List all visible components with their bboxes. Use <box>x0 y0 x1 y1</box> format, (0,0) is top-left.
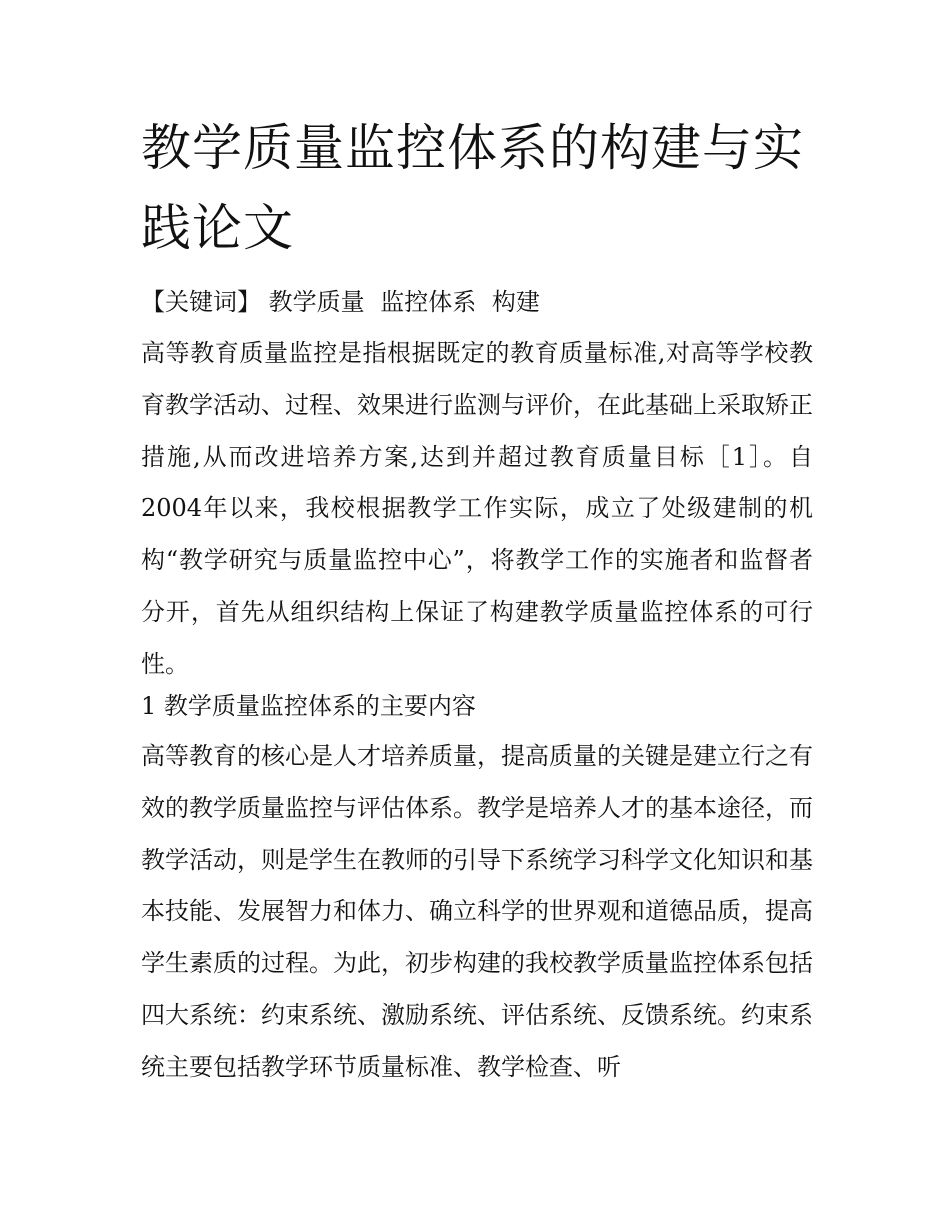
keyword-term: 构建 <box>491 288 540 316</box>
section-heading: 1 教学质量监控体系的主要内容 <box>141 692 476 720</box>
body-paragraph-intro: 高等教育质量监控是指根据既定的教育质量标准,对高等学校教育教学活动、过程、效果进行监测与评价，在此基础上采取矫正措施,从而改进培养方案,达到并超过教育质量目标［1］。自2004年以来，我校根据教学工作实际，成立了处级建制的机构“教学研究与质量监控中心”，将教学工作的实施者和监督者分开，首先从组织结构上保证了构建教学质量监控体系的可行性。 <box>141 339 813 678</box>
body-paragraph-section-1: 高等教育的核心是人才培养质量，提高质量的关键是建立行之有效的教学质量监控与评估体系。教学是培养人才的基本途径，而教学活动，则是学生在教师的引导下系统学习科学文化知识和基本技能、发展智力和体力、确立科学的世界观和道德品质，提高学生素质的过程。为此，初步构建的我校教学质量监控体系包括四大系统：约束系统、激励系统、评估系统、反馈系统。约束系统主要包括教学环节质量标准、教学检查、听 <box>141 742 813 1081</box>
keywords-label: 【关键词】 <box>141 288 261 316</box>
keyword-term: 教学质量 <box>268 288 365 316</box>
keywords-line <box>141 282 831 322</box>
keyword-term: 监控体系 <box>380 288 477 316</box>
document-title: 教学质量监控体系的构建与实践论文 <box>141 119 804 257</box>
